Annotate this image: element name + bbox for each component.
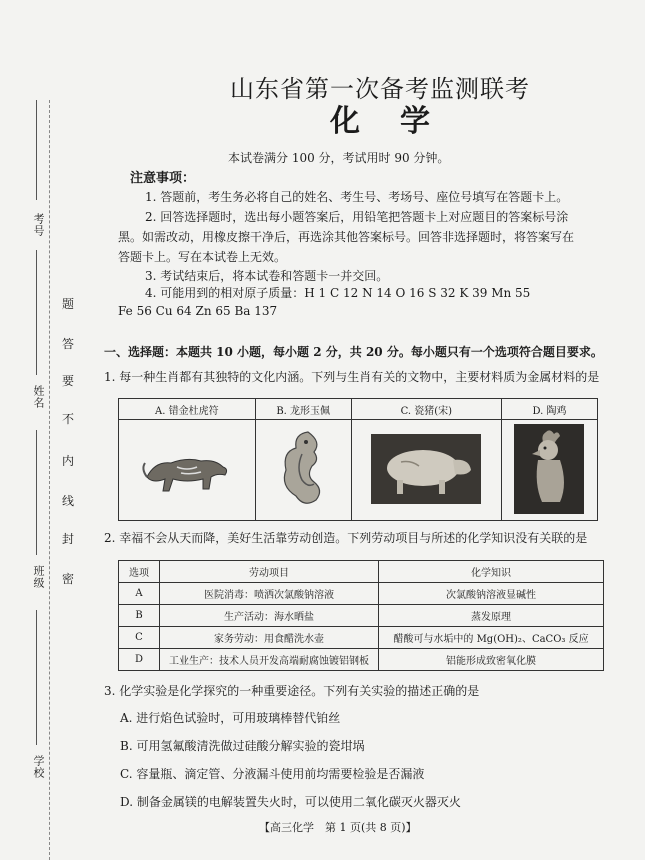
table-row: [119, 627, 604, 649]
seal-char: 不: [62, 412, 75, 426]
question-3-option-c: C. 容量瓶、滴定管、分液漏斗使用前均需要检验是否漏液: [120, 767, 425, 781]
notice-line: 4. 可能用到的相对原子质量：H 1 C 12 N 14 O 16 S 32 K 39 Mn 55: [145, 286, 531, 300]
seal-char: 要: [62, 374, 75, 388]
seal-char: 线: [62, 494, 75, 508]
notice-line: 黑。如需改动，用橡皮擦干净后，再选涂其他答案标号。回答非选择题时，将答案写在: [118, 230, 575, 244]
seal-char: 内: [62, 454, 75, 468]
exam-number-line: [36, 100, 37, 200]
pottery-rooster-image: [501, 420, 597, 521]
table-cell: 工业生产：技术人员开发高端耐腐蚀镀铝钢板: [160, 649, 379, 671]
table-cell: 生产活动：海水晒盐: [160, 605, 379, 627]
subject-title: 化学: [330, 104, 470, 139]
seal-char: 密: [62, 572, 75, 586]
question-3-option-d: D. 制备金属镁的电解装置失火时，可以使用二氧化碳灭火器灭火: [120, 795, 461, 809]
table-cell: 家务劳动：用食醋洗水壶: [160, 627, 379, 649]
question-3-stem: 3. 化学实验是化学探究的一种重要途径。下列有关实验的描述正确的是: [104, 684, 480, 698]
option-b-label: B. 龙形玉佩: [255, 399, 351, 420]
table-cell: 次氯酸钠溶液显碱性: [379, 583, 604, 605]
tiger-tally-image: [119, 420, 256, 521]
table-cell: D: [119, 649, 160, 671]
table-header-knowledge: 化学知识: [379, 561, 604, 583]
table-row: [119, 605, 604, 627]
question-1-stem: 1. 每一种生肖都有其独特的文化内涵。下列与生肖有关的文物中，主要材料质为金属材料的是: [104, 370, 600, 384]
question-3-option-b: B. 可用氢氟酸清洗做过硅酸分解实验的瓷坩埚: [120, 739, 365, 753]
notice-line: Fe 56 Cu 64 Zn 65 Ba 137: [118, 304, 278, 318]
table-cell: A: [119, 583, 160, 605]
table-cell: B: [119, 605, 160, 627]
question-1-options-table: [118, 398, 598, 521]
table-cell: 蒸发原理: [379, 605, 604, 627]
table-row: [119, 649, 604, 671]
table-header-labor: 劳动项目: [160, 561, 379, 583]
section-heading: 一、选择题：本题共 10 小题，每小题 2 分，共 20 分。每小题只有一个选项符合题目要求。: [104, 345, 603, 359]
question-2-stem: 2. 幸福不会从天而降，美好生活靠劳动创造。下列劳动项目与所述的化学知识没有关联的是: [104, 531, 588, 545]
exam-title: 山东省第一次备考监测联考: [230, 75, 530, 103]
exam-number-label: 考号: [32, 213, 45, 237]
option-c-label: C. 瓷猪(宋): [351, 399, 501, 420]
binding-dashed-line: [49, 100, 50, 860]
notice-line: 3. 考试结束后，将本试卷和答题卡一并交回。: [145, 269, 389, 283]
seal-char: 题: [62, 297, 75, 311]
name-line: [36, 250, 37, 375]
table-cell: 铝能形成致密氧化膜: [379, 649, 604, 671]
table-cell: C: [119, 627, 160, 649]
exam-info: 本试卷满分 100 分，考试用时 90 分钟。: [228, 151, 450, 165]
school-label: 学校: [32, 755, 45, 779]
page-footer: 【高三化学 第 1 页(共 8 页)】: [259, 821, 417, 834]
porcelain-pig-image: [351, 420, 501, 521]
notice-line: 答题卡上。写在本试卷上无效。: [118, 250, 287, 264]
dragon-jade-image: [255, 420, 351, 521]
question-2-table: [118, 560, 604, 671]
class-line: [36, 430, 37, 555]
class-label: 班级: [32, 565, 45, 589]
option-a-label: A. 错金杜虎符: [119, 399, 256, 420]
question-3-option-a: A. 进行焰色试验时，可用玻璃棒替代铂丝: [120, 711, 341, 725]
table-cell: 醋酸可与水垢中的 Mg(OH)₂、CaCO₃ 反应: [379, 627, 604, 649]
table-header-option: 选项: [119, 561, 160, 583]
notice-line: 1. 答题前，考生务必将自己的姓名、考生号、考场号、座位号填写在答题卡上。: [145, 190, 569, 204]
seal-char: 封: [62, 532, 75, 546]
notice-heading: 注意事项：: [130, 171, 196, 186]
notice-line: 2. 回答选择题时，选出每小题答案后，用铅笔把答题卡上对应题目的答案标号涂: [145, 210, 569, 224]
table-row: [119, 583, 604, 605]
table-cell: 医院消毒：喷洒次氯酸钠溶液: [160, 583, 379, 605]
seal-char: 答: [62, 337, 75, 351]
option-d-label: D. 陶鸡: [501, 399, 597, 420]
school-line: [36, 610, 37, 745]
name-label: 姓名: [32, 385, 45, 409]
